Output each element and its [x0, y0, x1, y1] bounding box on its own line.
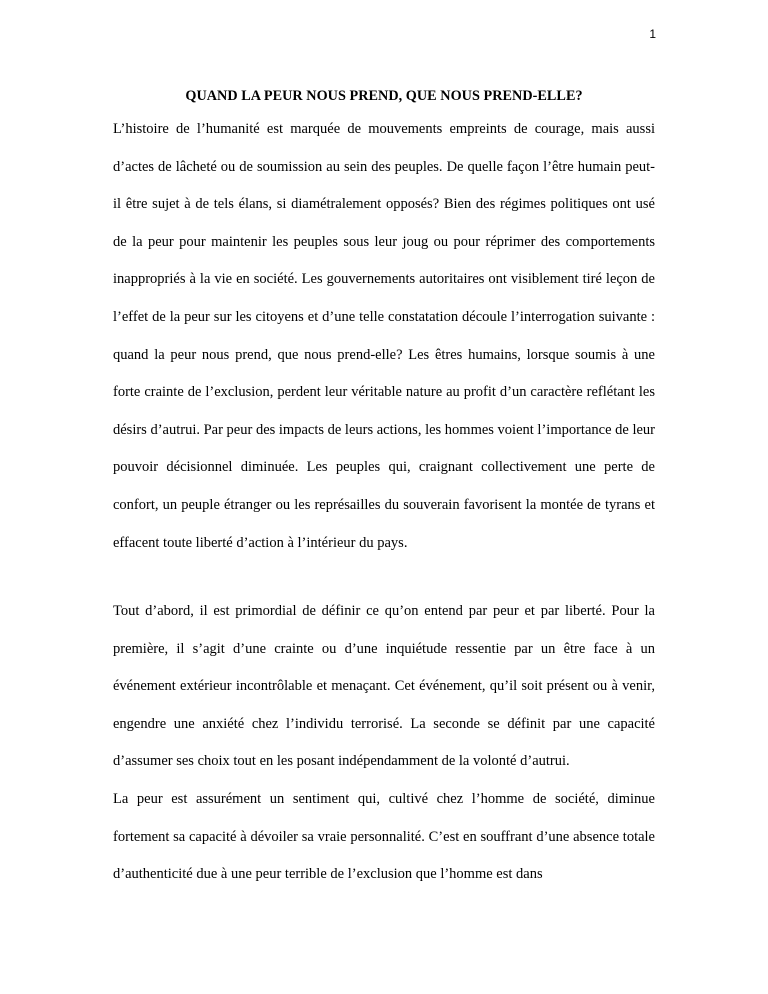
document-title: QUAND LA PEUR NOUS PREND, QUE NOUS PREND-ELLE?	[185, 88, 583, 104]
paragraph-definitions: Tout d’abord, il est primordial de définir ce qu’on entend par peur et par liberté. Pour la première, il s’agit d’une crainte ou d’une inquiétude ressentie par un être face à un événement extérieur incontrôlable et menaçant. Cet événement, qu’il soit présent ou à venir, engendre une anxiété chez l’individu terrorisé. La seconde se définit par une capacité d’assumer ses choix tout en les posant indépendamment de la volonté d’autrui.	[113, 603, 655, 770]
paragraph-introduction: L’histoire de l’humanité est marquée de mouvements empreints de courage, mais aussi d’actes de lâcheté ou de soumission au sein des peuples. De quelle façon l’être humain peut-il être sujet à de tels élans, si diamétralement opposés? Bien des régimes politiques ont usé de la peur pour maintenir les peuples sous leur joug ou pour réprimer des comportements inappropriés à la vie en société. Les gouvernements autoritaires ont visiblement tiré leçon de l’effet de la peur sur les citoyens et d’une telle constatation découle l’interrogation suivante : quand la peur nous prend, que nous prend-elle? Les êtres humains, lorsque soumis à une forte crainte de l’exclusion, perdent leur véritable nature au profit d’un caractère reflétant les désirs d’autrui. Par peur des impacts de leurs actions, les hommes voient l’importance de leur pouvoir décisionnel diminuée. Les peuples qui, craignant collectivement une perte de confort, un peuple étranger ou les représailles du souverain favorisent la montée de tyrans et effacent toute liberté d’action à l’intérieur du pays.	[113, 121, 655, 551]
page-number: 1	[649, 27, 656, 41]
paragraph-argument: La peur est assurément un sentiment qui, cultivé chez l’homme de société, diminue fortement sa capacité à dévoiler sa vraie personnalité. C’est en souffrant d’une absence totale d’authenticité due à une peur terrible de l’exclusion que l’homme est dans	[113, 791, 655, 883]
